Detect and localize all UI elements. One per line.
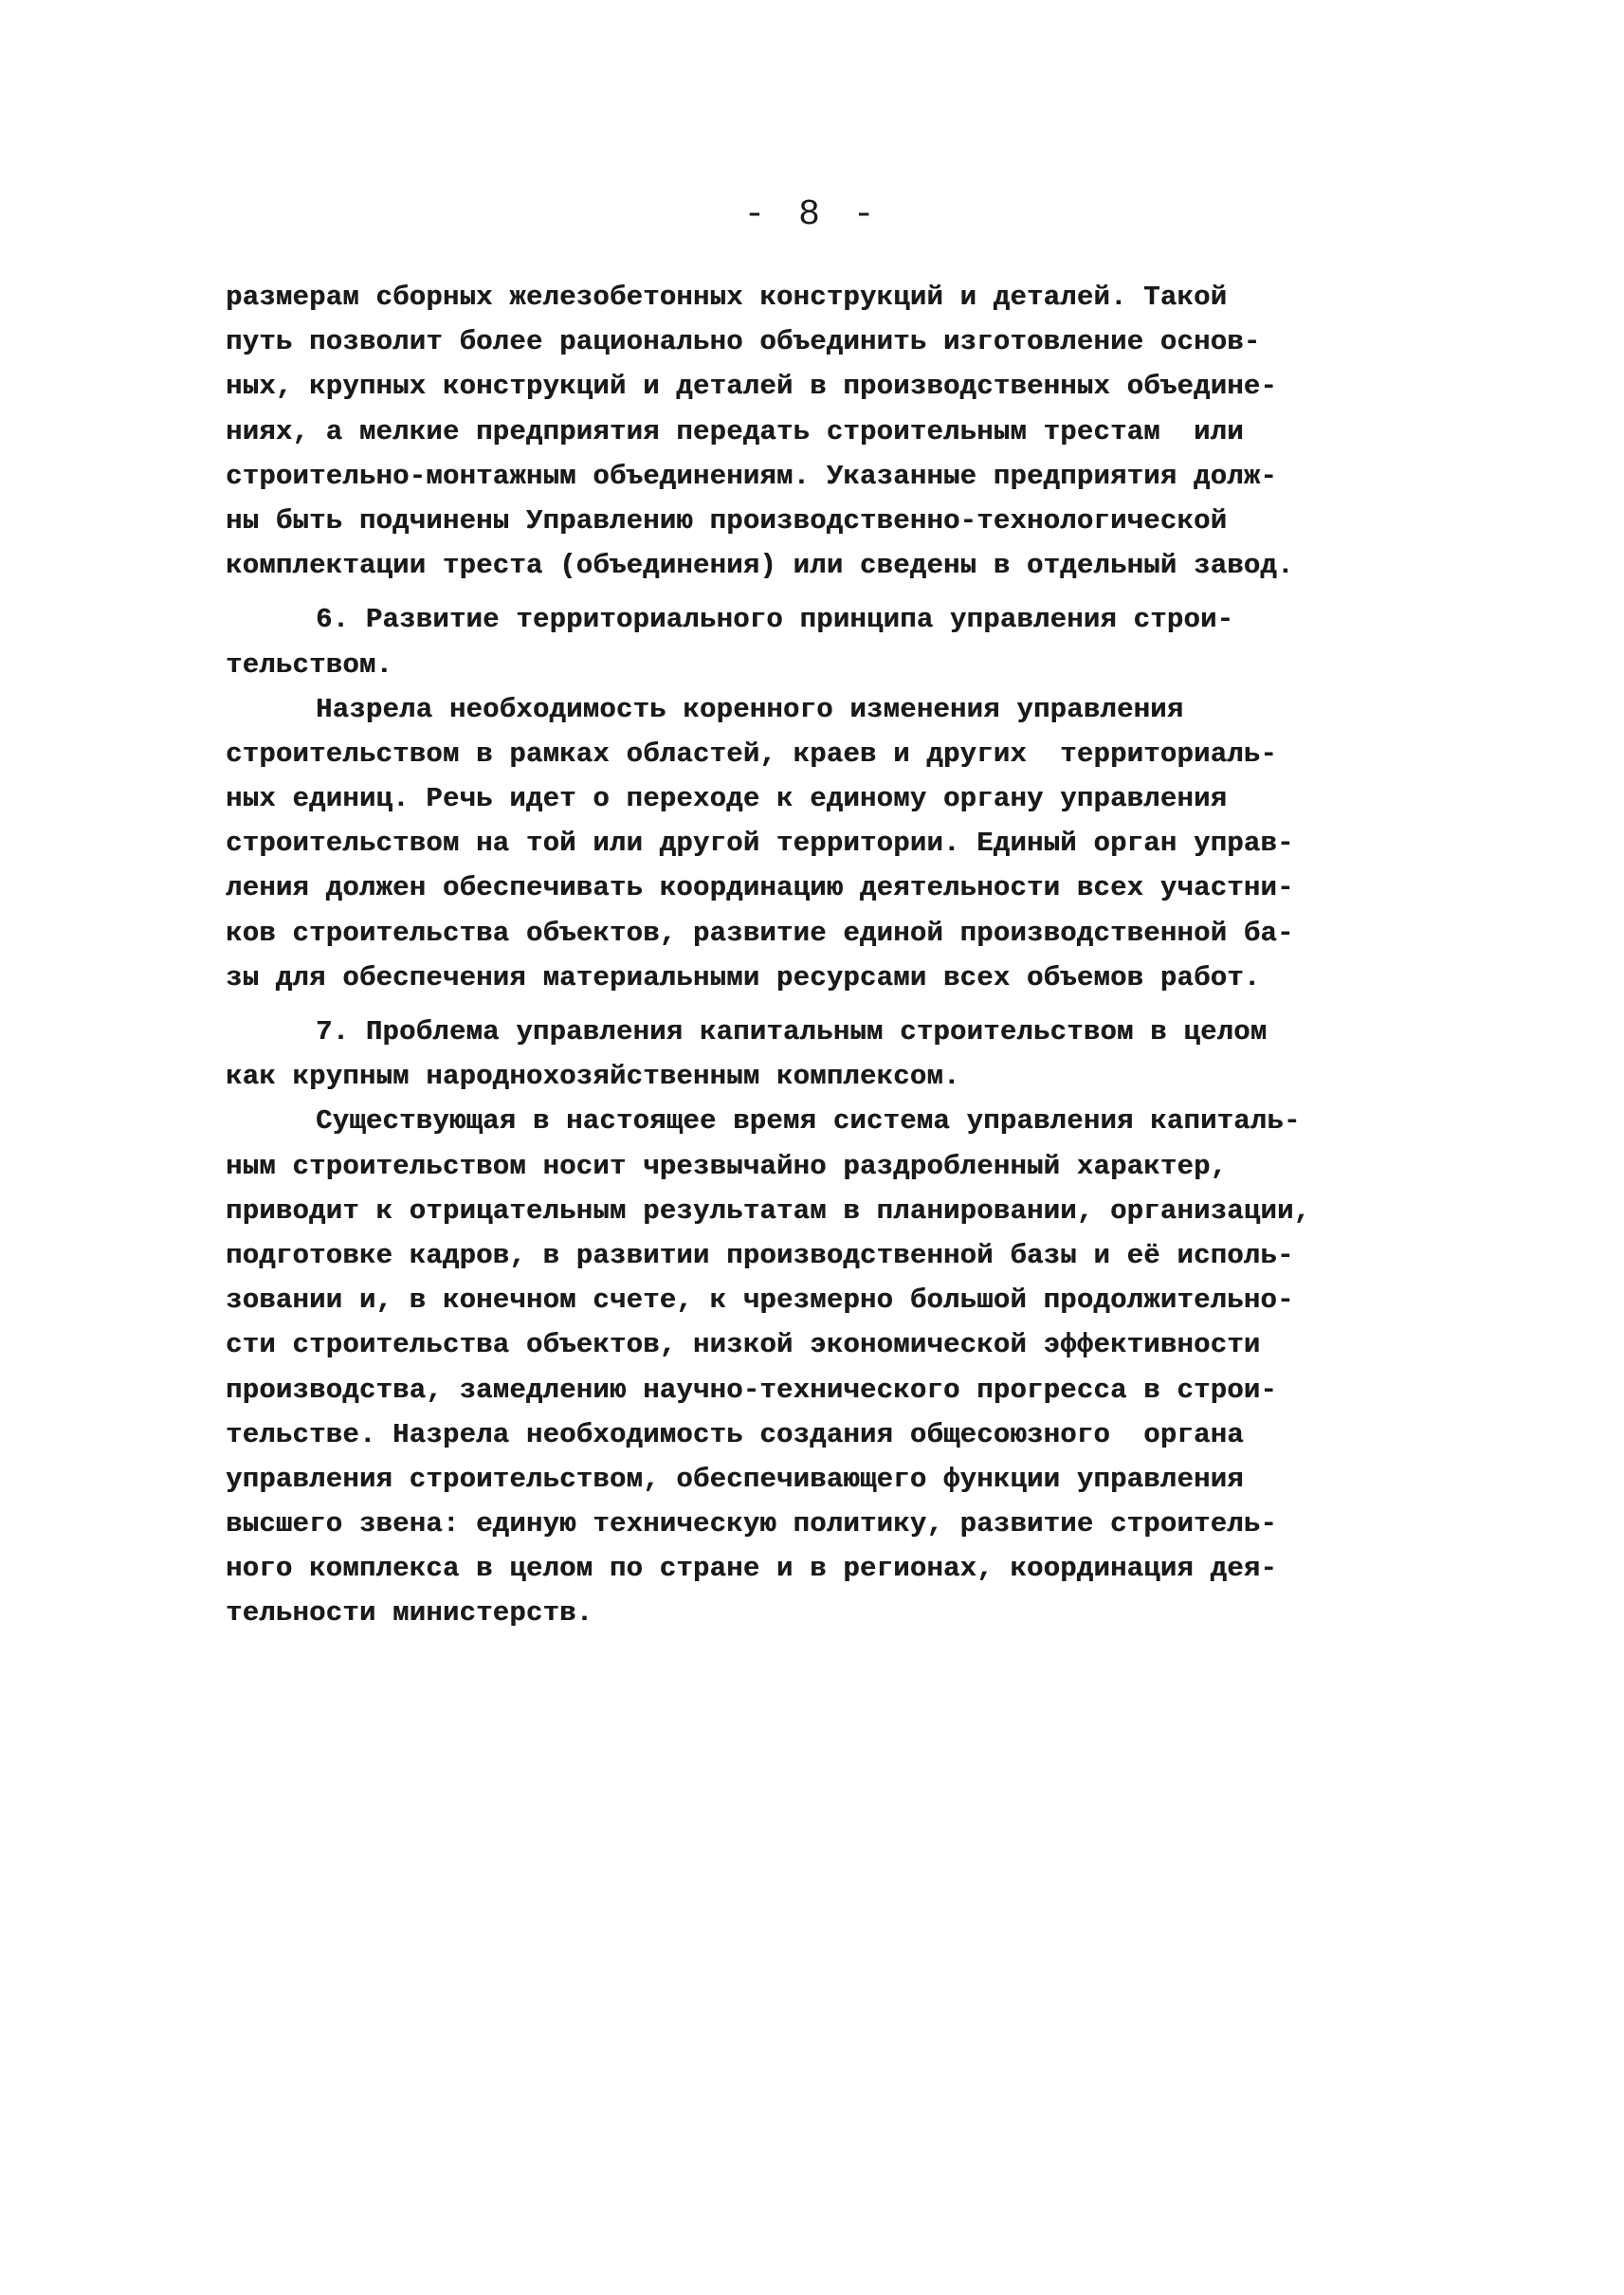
text-line: ления должен обеспечивать координацию деятельности всех участни- [226, 872, 1294, 904]
text-line: строительством в рамках областей, краев и других территориаль- [226, 738, 1277, 770]
text-line: производства, замедлению научно-технического прогресса в строи- [226, 1374, 1277, 1406]
text-line: комплектации треста (объединения) или сведены в отдельный завод. [226, 550, 1294, 582]
body-text [226, 275, 1394, 1636]
text-line: тельстве. Назрела необходимость создания общесоюзного органа [226, 1418, 1244, 1450]
text-line: ных, крупных конструкций и деталей в производственных объедине- [226, 371, 1277, 403]
text-line: строительно-монтажным объединениям. Указанные предприятия долж- [226, 460, 1277, 492]
page-number: - 8 - [743, 194, 881, 235]
text-line: высшего звена: единую техническую политику, развитие строитель- [226, 1508, 1277, 1540]
text-line: ны быть подчинены Управлению производственно-технологической [226, 504, 1228, 537]
text-line: размерам сборных железобетонных конструкций и деталей. Такой [226, 282, 1228, 313]
section-7-body [226, 1099, 1394, 1635]
text-line: ных единиц. Речь идет о переходе к единому органу управления [226, 783, 1228, 815]
text-line: как крупным народнохозяйственным комплексом. [226, 1061, 960, 1093]
section-6-heading [226, 597, 1394, 686]
text-line: тельности министерств. [226, 1597, 593, 1630]
text-line: зы для обеспечения материальными ресурсами всех объемов работ. [226, 961, 1261, 993]
text-line: зовании и, в конечном счете, к чрезмерно большой продолжительно- [226, 1284, 1294, 1317]
text-line: 6. Развитие территориального принципа управления строи- [316, 604, 1234, 636]
text-line: тельством. [226, 648, 393, 681]
text-line: ного комплекса в целом по стране и в регионах, координация дея- [226, 1553, 1277, 1585]
text-line: подготовке кадров, в развитии производственной базы и её исполь- [226, 1239, 1294, 1271]
text-line: Назрела необходимость коренного изменения управления [316, 693, 1184, 725]
text-line: 7. Проблема управления капитальным строительством в целом [316, 1016, 1268, 1047]
text-line: путь позволит более рационально объединить изготовление основ- [226, 326, 1261, 358]
text-line: ниях, а мелкие предприятия передать строительным трестам или [226, 415, 1244, 447]
text-line: ков строительства объектов, развитие единой производственной ба- [226, 917, 1294, 949]
text-line: приводит к отрицательным результатам в планировании, организации, [226, 1194, 1311, 1227]
text-line: Существующая в настоящее время система управления капиталь- [316, 1105, 1301, 1138]
section-7-heading [226, 1010, 1394, 1099]
text-line: сти строительства объектов, низкой экономической эффективности [226, 1329, 1261, 1361]
text-line: строительством на той или другой территории. Единый орган управ- [226, 828, 1294, 860]
text-line: управления строительством, обеспечивающего функции управления [226, 1463, 1244, 1495]
paragraph-continuation [226, 275, 1394, 588]
text-line: ным строительством носит чрезвычайно раздробленный характер, [226, 1150, 1228, 1182]
section-6-body [226, 687, 1394, 1000]
